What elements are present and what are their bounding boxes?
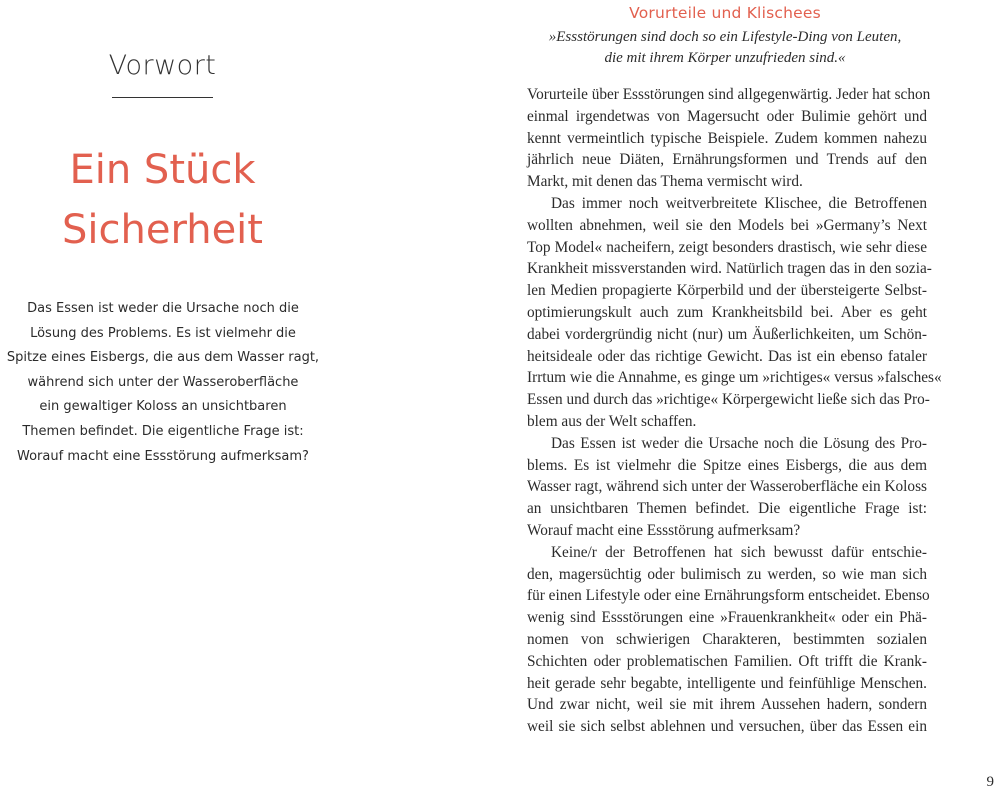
body-line: jährlich neue Diäten, Ernährungsformen und Trends auf den [527, 151, 927, 169]
body-line: len Medien propagierte Körperbild und der übersteigerte Selbst- [527, 282, 927, 300]
chapter-title [0, 140, 325, 260]
body-line: Keine/r der Betroffenen hat sich bewusst dafür entschie- [551, 543, 927, 561]
intro-paragraph [0, 297, 326, 469]
body-line: Wasser ragt, während sich unter der Wasseroberfläche ein Koloss [527, 478, 927, 496]
body-line: optimierungskult auch zum Krankheitsbild bei. Aber es geht [527, 303, 927, 321]
body-line: Vorurteile über Essstörungen sind allgegenwärtig. Jeder hat schon [527, 86, 931, 103]
body-line: blems. Es ist vielmehr die Spitze eines Eisbergs, die aus dem [527, 456, 927, 474]
body-line: einmal irgendetwas von Magersucht oder Bulimie gehört und [527, 107, 927, 125]
intro-line: Lösung des Problems. Es ist vielmehr die [30, 325, 296, 341]
body-line: an unsichtbaren Themen befindet. Die eigentliche Frage ist: [527, 500, 927, 518]
body-line: Markt, mit denen das Thema vermischt wird. [527, 173, 803, 191]
left-page [0, 0, 330, 800]
body-line: Irrtum wie die Annahme, es ginge um »richtiges« versus »falsches« [527, 369, 942, 387]
body-line: wenig sind Essstörungen eine »Frauenkrankheit« oder ein Phä- [527, 609, 927, 627]
body-line: nomen von schwierigen Charakteren, bestimmten sozialen [527, 630, 927, 648]
body-line: Top Model« nacheifern, zeigt besonders drastisch, wie sehr diese [527, 238, 927, 256]
body-line: heit gerade sehr begabte, intelligente und feinfühlige Menschen. [527, 674, 927, 692]
body-line: blem aus der Welt schaffen. [527, 412, 697, 430]
intro-line: Themen befindet. Die eigentliche Frage ist: [22, 423, 304, 439]
body-line: dabei vordergründig nicht (nur) um Äußerlichkeiten, um Schön- [527, 325, 927, 343]
right-page [520, 0, 942, 800]
page-number: 9 [986, 774, 994, 790]
epigraph [520, 27, 930, 69]
body-line: Das Essen ist weder die Ursache noch die Lösung des Pro- [551, 434, 927, 452]
body-line: kennt vermeintlich typische Beispiele. Zudem kommen nahezu [527, 129, 927, 147]
body-line: heitsideale oder das richtige Gewicht. Das ist ein ebenso fataler [527, 347, 927, 365]
body-line: Worauf macht eine Essstörung aufmerksam? [527, 521, 801, 539]
chapter-title-line: Sicherheit [62, 207, 263, 253]
chapter-divider [112, 97, 213, 98]
body-text [527, 84, 942, 738]
body-line: Essen und durch das »richtige« Körpergewicht ließe sich das Pro- [527, 391, 930, 409]
epigraph-line: die mit ihrem Körper unzufrieden sind.« [604, 50, 846, 66]
body-line: Das immer noch weitverbreitete Klischee, die Betroffenen [551, 194, 927, 212]
intro-line: Worauf macht eine Essstörung aufmerksam? [17, 448, 309, 464]
intro-line: Das Essen ist weder die Ursache noch die [27, 301, 299, 316]
chapter-title-line: Ein Stück [69, 147, 256, 193]
body-line: für einen Lifestyle oder eine Ernährungsform entscheidet. Ebenso [527, 587, 930, 605]
body-line: Krankheit missverstanden wird. Natürlich tragen das in den sozia- [527, 260, 932, 278]
intro-line: ein gewaltiger Koloss an unsichtbaren [39, 399, 287, 415]
body-line: den, magersüchtig oder bulimisch zu werden, so wie man sich [527, 565, 927, 583]
body-line: Und zwar nicht, weil sie mit ihrem Aussehen hadern, sondern [527, 696, 927, 714]
body-line: weil sie sich selbst ablehnen und versuchen, über das Essen ein [527, 718, 927, 736]
section-heading: Vorurteile und Klischees [629, 4, 821, 22]
chapter-label: Vorwort [108, 50, 217, 81]
epigraph-line: »Essstörungen sind doch so ein Lifestyle-Ding von Leuten, [548, 29, 902, 45]
body-line: Schichten oder problematischen Familien. Oft trifft die Krank- [527, 652, 927, 670]
intro-line: während sich unter der Wasseroberfläche [27, 374, 299, 390]
body-line: wollten abnehmen, weil sie den Models bei »Germany’s Next [527, 216, 927, 234]
intro-line: Spitze eines Eisbergs, die aus dem Wasser ragt, [6, 350, 320, 366]
